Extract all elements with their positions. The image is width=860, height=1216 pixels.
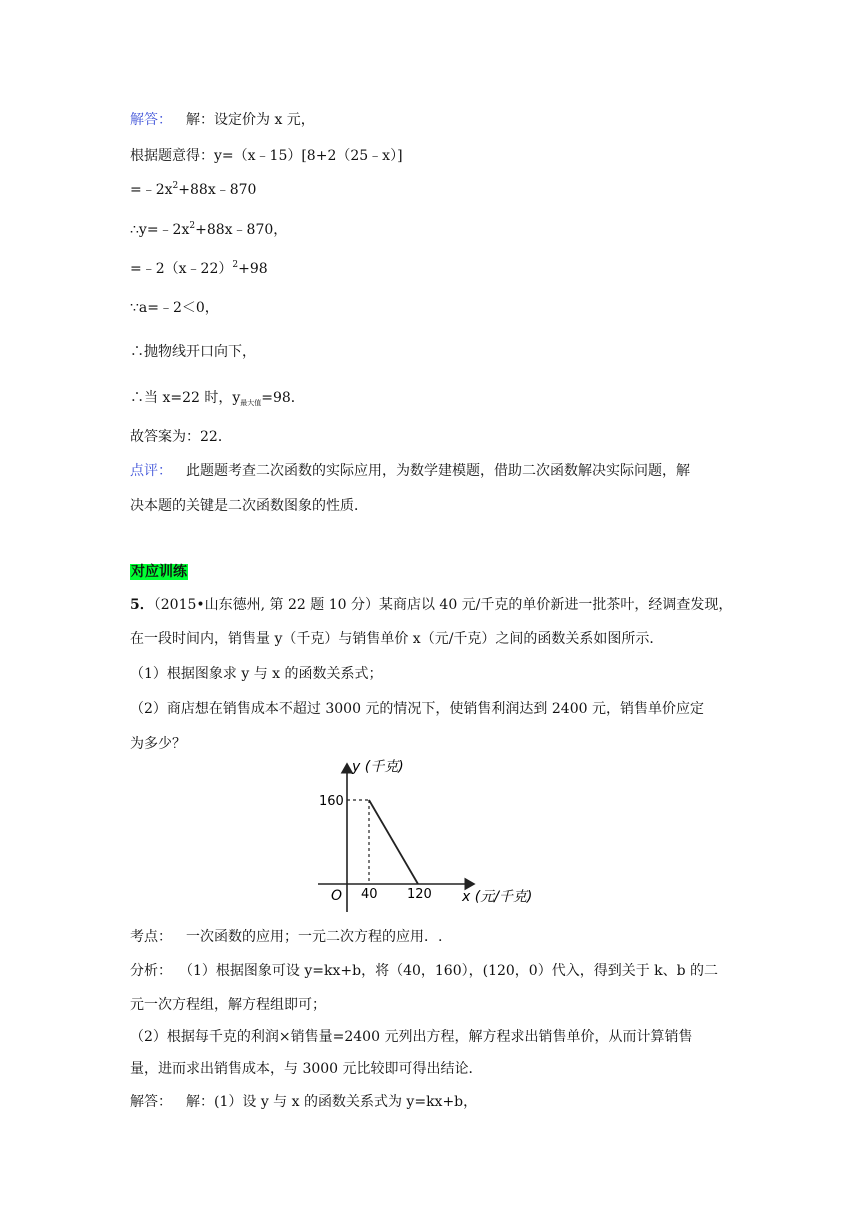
solution-line-4-pre: ∴y=﹣2x (130, 222, 190, 238)
fenxi-label: 分析： (130, 963, 172, 979)
x-axis-label: x (元/千克) (462, 889, 533, 905)
fenxi-line-2: 元一次方程组，解方程组即可； (130, 997, 326, 1013)
origin-label: O (331, 888, 343, 904)
problem-question-2a: （2）商店想在销售成本不超过 3000 元的情况下，使销售利润达到 2400 元，销售单价应定 (130, 701, 704, 717)
kaodian-label: 考点： (130, 929, 172, 945)
kaodian-line (130, 927, 442, 947)
solution-line-5-pre: =﹣2（x﹣22） (130, 261, 233, 277)
fenxi-line-3: （2）根据每千克的利润×销售量=2400 元列出方程，解方程求出销售单价，从而计算销售 (130, 1029, 693, 1045)
solution-line-3-pre: =﹣2x (130, 182, 173, 198)
problem-line-1 (130, 595, 732, 615)
solution-line-7: ∴抛物线开口向下， (130, 344, 256, 360)
solution-label: 解答： (130, 112, 172, 128)
solution-line-2: 根据题意得：y=（x﹣15）[8+2（25﹣x）] (130, 148, 403, 164)
problem-number: 5． (130, 597, 154, 613)
section-tag-label: 对应训练 (131, 564, 187, 580)
solution-intro: 解：设定价为 x 元， (186, 112, 315, 128)
solution2-label: 解答： (130, 1094, 172, 1110)
solution-line-4-post: +88x﹣870， (195, 222, 288, 238)
review-text-1: 此题题考查二次函数的实际应用，为数学建模题，借助二次函数解决实际问题，解 (186, 463, 690, 479)
problem-question-1: （1）根据图象求 y 与 x 的函数关系式； (130, 666, 383, 682)
problem-question-2b: 为多少？ (130, 736, 186, 752)
solution-line-6: ∵a=﹣2＜0， (130, 300, 219, 316)
solution-line-8-post: =98． (261, 390, 305, 406)
y-tick-label: 160 (319, 794, 344, 809)
solution-line-4-sup: 2 (189, 221, 196, 231)
solution-line-3 (130, 180, 256, 200)
solution-answer: 故答案为：22． (130, 429, 232, 445)
review-line-2: 决本题的关键是二次函数图象的性质． (130, 498, 368, 514)
solution-line-5-sup: 2 (232, 260, 239, 270)
solution-line-8-sub: 最大值 (240, 399, 262, 407)
solution-line-3-sup: 2 (172, 181, 179, 191)
solution-line-3-post: +88x﹣870 (178, 182, 257, 198)
function-graph (0, 750, 860, 920)
section-tag (130, 562, 188, 582)
solution-line-8 (130, 388, 305, 413)
solution-line-5-post: +98 (238, 261, 268, 277)
solution-line-intro (130, 110, 315, 130)
review-label: 点评： (130, 463, 172, 479)
y-axis-label: y (千克) (352, 759, 404, 775)
problem-line-2: 在一段时间内，销售量 y（千克）与销售单价 x（元/千克）之间的函数关系如图所示． (130, 631, 664, 647)
fenxi-line-1 (130, 961, 718, 981)
fenxi-text-1: （1）根据图象可设 y=kx+b，将（40，160），(120，0）代入，得到关于 k、b 的二 (186, 963, 719, 979)
review-line-1 (130, 461, 690, 481)
solution2-line (130, 1092, 477, 1112)
solution-line-4 (130, 220, 287, 240)
fenxi-line-4: 量，进而求出销售成本，与 3000 元比较即可得出结论． (130, 1061, 483, 1077)
kaodian-text: 一次函数的应用；一元二次方程的应用．. (186, 929, 443, 945)
solution-line-5 (130, 259, 268, 279)
solution-line-8-pre: ∴当 x=22 时，y (130, 390, 241, 406)
problem-text-1: （2015•山东德州, 第 22 题 10 分）某商店以 40 元/千克的单价新进一批茶叶，经调查发现， (153, 597, 733, 613)
function-line (369, 800, 418, 884)
solution2-text: 解：(1）设 y 与 x 的函数关系式为 y=kx+b， (186, 1094, 478, 1110)
x-tick-label-120: 120 (407, 887, 432, 902)
x-tick-label-40: 40 (361, 887, 378, 902)
